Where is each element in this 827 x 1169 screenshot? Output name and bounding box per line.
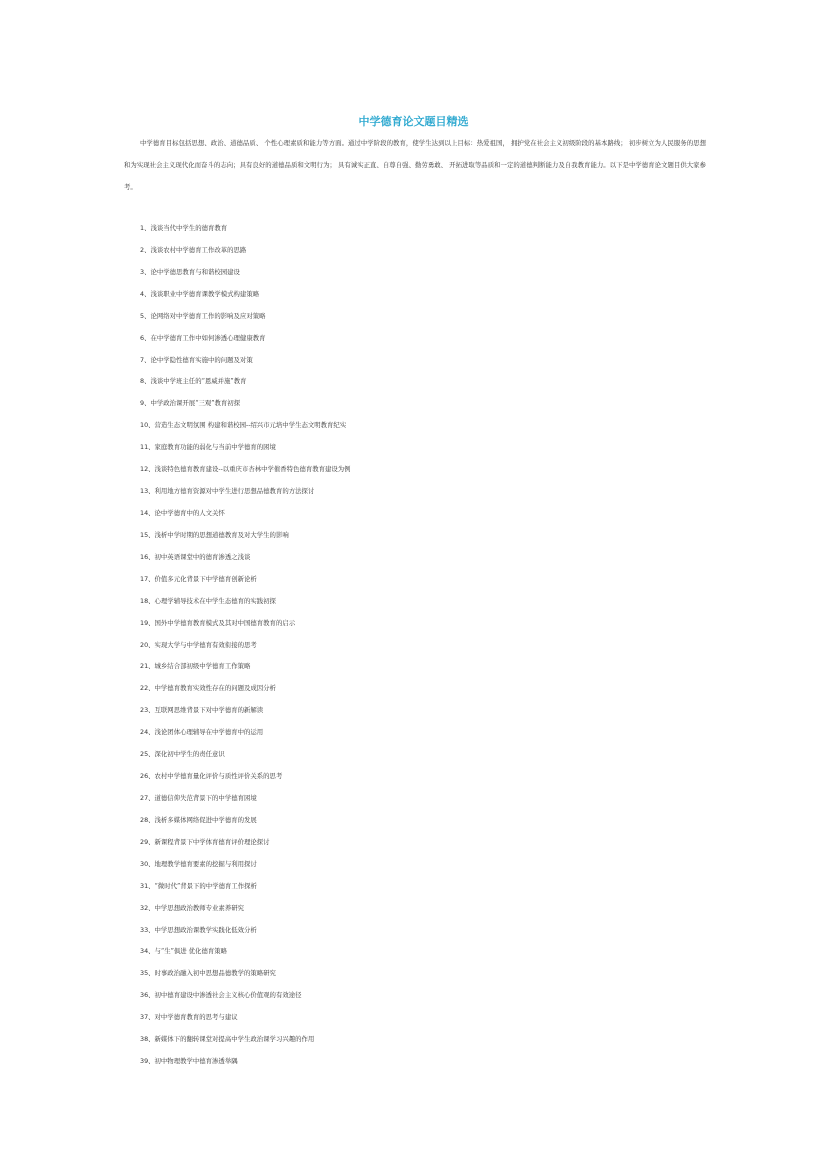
list-item-text: 浅谈农村中学德育工作改革的思路 xyxy=(150,245,247,254)
document-title: 中学德育论文题目精选 xyxy=(358,115,469,128)
list-item xyxy=(140,678,740,700)
list-item xyxy=(140,832,740,854)
list-item-number: 18、 xyxy=(140,596,155,605)
list-item-number: 27、 xyxy=(140,793,155,802)
list-item-number: 15、 xyxy=(140,530,155,539)
list-item-number: 7、 xyxy=(140,355,151,364)
list-item-text: 道德信仰失范背景下的中学德育困境 xyxy=(154,793,257,802)
list-item xyxy=(140,1029,740,1051)
list-item-text: 中学思想政治教师专业素养研究 xyxy=(154,903,244,912)
list-item xyxy=(140,876,740,898)
list-item xyxy=(140,262,740,284)
list-item xyxy=(140,700,740,722)
list-item-text: 浅论团体心理辅导在中学德育中的运用 xyxy=(154,728,264,737)
list-item-text: 浅析中学时期的思想道德教育及对大学生的影响 xyxy=(154,530,289,539)
list-item-number: 23、 xyxy=(140,706,155,715)
list-item xyxy=(140,306,740,328)
list-item-text: 新媒体下的翻转课堂对提高中学生政治课学习兴趣的作用 xyxy=(154,1035,315,1044)
list-item-number: 6、 xyxy=(140,333,151,342)
list-item-number: 10、 xyxy=(140,421,155,430)
list-item-text: 价值多元化背景下中学德育创新论析 xyxy=(154,574,257,583)
list-item xyxy=(140,941,740,963)
list-item-number: 22、 xyxy=(140,684,155,693)
list-item xyxy=(140,635,740,657)
list-item-number: 4、 xyxy=(140,289,151,298)
list-item xyxy=(140,788,740,810)
list-item xyxy=(140,459,740,481)
list-item xyxy=(140,591,740,613)
list-item-number: 24、 xyxy=(140,728,155,737)
list-item-number: 28、 xyxy=(140,815,155,824)
list-item-number: 38、 xyxy=(140,1035,155,1044)
list-item xyxy=(140,963,740,985)
list-item-number: 13、 xyxy=(140,487,155,496)
list-item xyxy=(140,1007,740,1029)
list-item-text: 深化初中学生的责任意识 xyxy=(154,750,225,759)
list-item-text: 中学德育教育实效性存在的问题及成因分析 xyxy=(154,684,276,693)
list-item-text: 浅谈中学班主任的“恩威并施”教育 xyxy=(150,377,247,386)
list-item-number: 29、 xyxy=(140,837,155,846)
list-item-text: 论中学隐性德育实施中的问题及对策 xyxy=(150,355,253,364)
list-item-number: 25、 xyxy=(140,750,155,759)
list-item-number: 16、 xyxy=(140,552,155,561)
list-item-number: 5、 xyxy=(140,311,151,320)
list-item-text: “微时代”背景下的中学德育工作探析 xyxy=(154,881,257,890)
list-item-text: 地理教学德育要素的挖掘与利用探讨 xyxy=(154,859,257,868)
list-item-number: 12、 xyxy=(140,465,155,474)
list-item xyxy=(140,898,740,920)
list-item xyxy=(140,350,740,372)
list-item-text: 城乡结合部初级中学德育工作策略 xyxy=(154,662,251,671)
list-item-number: 9、 xyxy=(140,399,151,408)
list-item-number: 8、 xyxy=(140,377,151,386)
list-item xyxy=(140,393,740,415)
list-item-number: 37、 xyxy=(140,1013,155,1022)
list-item-text: 中学政治课开展“三观”教育初探 xyxy=(150,399,241,408)
list-item-text: 初中德育建设中渗透社会主义核心价值观的有效途径 xyxy=(154,991,302,1000)
list-item xyxy=(140,437,740,459)
list-item xyxy=(140,985,740,1007)
list-item-text: 对中学德育教育的思考与建议 xyxy=(154,1013,238,1022)
list-item-text: 浅析多媒体网络促进中学德育的发展 xyxy=(154,815,257,824)
list-item xyxy=(140,810,740,832)
list-item-number: 17、 xyxy=(140,574,155,583)
list-item-text: 论中学德育中的人文关怀 xyxy=(154,508,225,517)
list-item-number: 20、 xyxy=(140,640,155,649)
list-item-text: 浅谈职业中学德育课教学模式构建策略 xyxy=(150,289,260,298)
list-item-text: 利用地方德育资源对中学生进行思想品德教育的方法探讨 xyxy=(154,487,315,496)
list-item-number: 35、 xyxy=(140,969,155,978)
list-item-text: 中学思想政治课教学实践化低效分析 xyxy=(154,925,257,934)
list-item-number: 26、 xyxy=(140,772,155,781)
list-item xyxy=(140,656,740,678)
list-item-number: 39、 xyxy=(140,1057,155,1066)
list-item-text: 心理学辅导技术在中学生态德育的实践初探 xyxy=(154,596,276,605)
list-item-number: 31、 xyxy=(140,881,155,890)
list-item xyxy=(140,240,740,262)
list-item xyxy=(140,613,740,635)
list-item xyxy=(140,547,740,569)
list-item-number: 2、 xyxy=(140,245,151,254)
list-item-number: 1、 xyxy=(140,224,151,232)
list-item-text: 互联网思维背景下对中学德育的新解读 xyxy=(154,706,264,715)
list-item-number: 11、 xyxy=(140,443,155,452)
list-item xyxy=(140,722,740,744)
list-item-text: 与“生”俱进 优化德育策略 xyxy=(154,947,228,956)
list-item-text: 营造生态文明氛围 构建和谐校园--绍兴市元培中学生态文明教育纪实 xyxy=(154,421,347,430)
list-item-number: 30、 xyxy=(140,859,155,868)
list-item-text: 浅谈特色德育教育建设--以重庆市杏林中学催香特色德育教育建设为例 xyxy=(154,465,351,474)
list-item-text: 新课程背景下中学体育德育评价理论探讨 xyxy=(154,837,270,846)
list-item xyxy=(140,218,740,240)
list-item xyxy=(140,744,740,766)
list-item-number: 33、 xyxy=(140,925,155,934)
list-item-text: 时事政治融入初中思想品德教学的策略研究 xyxy=(154,969,276,978)
list-item xyxy=(140,766,740,788)
list-item xyxy=(140,569,740,591)
list-item xyxy=(140,503,740,525)
list-item-text: 初中物理教学中德育渗透举隅 xyxy=(154,1057,238,1066)
list-item-text: 浅谈当代中学生的德育教育 xyxy=(150,224,228,232)
list-item-text: 论网络对中学德育工作的影响及应对策略 xyxy=(150,311,266,320)
intro-paragraph: 中学德育目标包括思想、政治、道德品质、 个性心理素质和能力等方面。通过中学阶段的教育，使学生达到以上目标：热爱祖国， 拥护党在社会主义初级阶段的基本路线； 初步树立为人民服务的思想和为实现社会主义现代化而奋斗的志向；具有良好的道德品质和文明行为； 具有诚实正直、自尊自强、勤劳勇敢、 开拓进取等品质和一定的道德判断能力及自我教育能力。以下是中学德育论文题目供大家参考。 xyxy=(124,139,706,191)
list-item-number: 19、 xyxy=(140,618,155,627)
list-item xyxy=(140,284,740,306)
list-item-text: 国外中学德育教育模式及其对中国德育教育的启示 xyxy=(154,618,296,627)
list-item-text: 家庭教育功能的弱化与当前中学德育的困境 xyxy=(154,443,276,452)
list-item xyxy=(140,920,740,942)
list-item xyxy=(140,371,740,393)
list-item-number: 34、 xyxy=(140,947,155,956)
list-item-number: 36、 xyxy=(140,991,155,1000)
list-item-text: 论中学德思教育与和谐校园建设 xyxy=(150,267,240,276)
list-item-text: 初中英语课堂中的德育渗透之浅谈 xyxy=(154,552,251,561)
list-item xyxy=(140,854,740,876)
list-item-text: 农村中学德育量化评价与质性评价关系的思考 xyxy=(154,772,283,781)
list-item-text: 在中学德育工作中如何渗透心理健康教育 xyxy=(150,333,266,342)
list-item-number: 14、 xyxy=(140,508,155,517)
list-item-number: 32、 xyxy=(140,903,155,912)
list-item-number: 21、 xyxy=(140,662,155,671)
list-item-number: 3、 xyxy=(140,267,151,276)
list-item xyxy=(140,415,740,437)
list-item xyxy=(140,328,740,350)
list-item xyxy=(140,1051,740,1073)
list-item xyxy=(140,481,740,503)
list-item-text: 实现大学与中学德育有效衔接的思考 xyxy=(154,640,257,649)
list-item xyxy=(140,525,740,547)
topic-list xyxy=(140,218,740,1073)
